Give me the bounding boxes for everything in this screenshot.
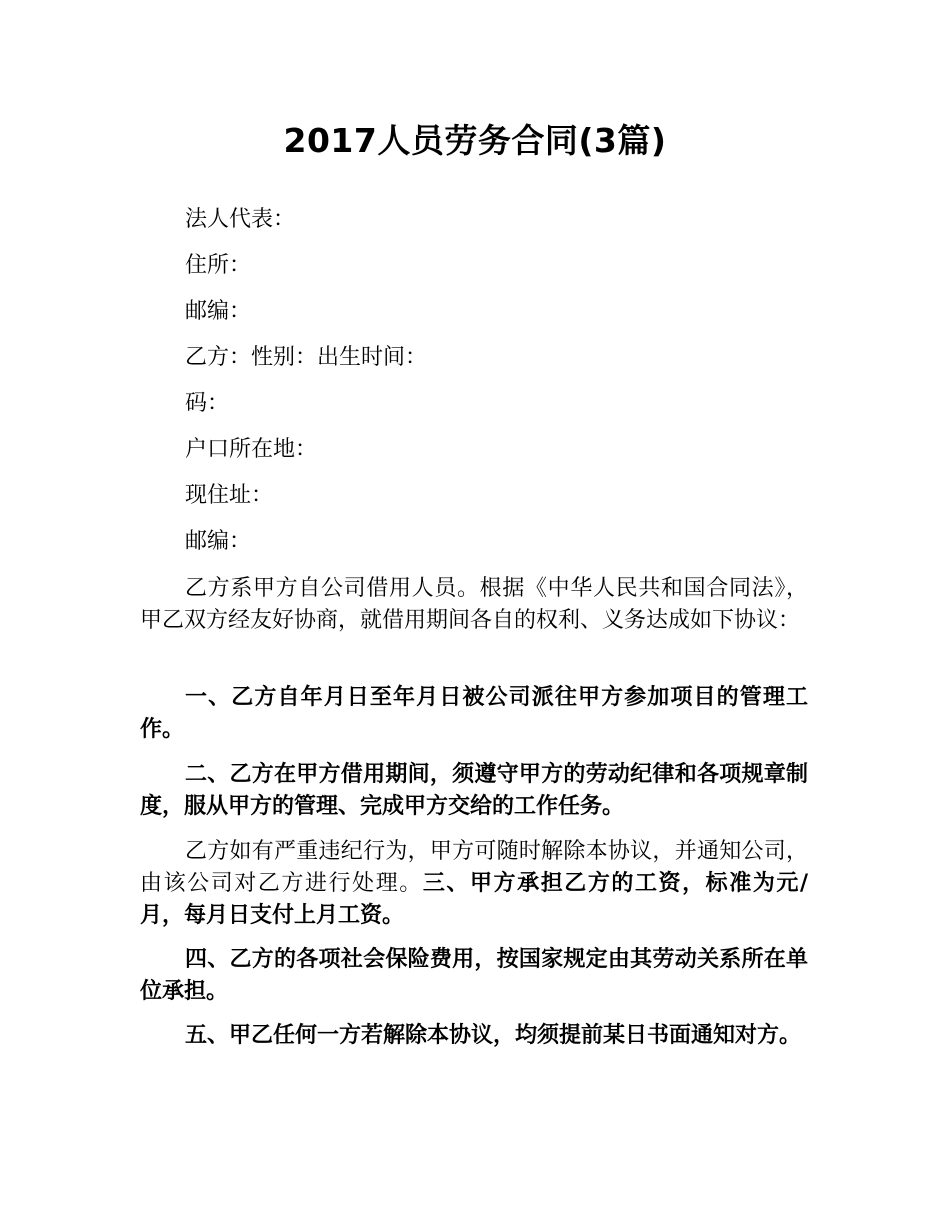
clause-2-note: 乙方如有严重违纪行为，甲方可随时解除本协议，并通知公司，由该公司对乙方进行处理。	[140, 839, 808, 896]
clause-3: 三、甲方承担乙方的工资，标准为元/月，每月日支付上月工资。	[140, 871, 808, 928]
document-title: 2017人员劳务合同(3篇)	[283, 121, 667, 160]
field-current-address: 现住址：	[185, 483, 274, 508]
clause-5: 五、甲乙任何一方若解除本协议，均须提前某日书面通知对方。	[185, 1023, 802, 1048]
field-postcode-2: 邮编：	[185, 529, 252, 554]
clause-1: 一、乙方自年月日至年月日被公司派往甲方参加项目的管理工作。	[140, 685, 808, 742]
field-code: 码：	[185, 391, 230, 416]
field-household-registration: 户口所在地：	[185, 437, 318, 462]
field-address: 住所：	[185, 253, 252, 278]
clause-2-note-and-clause-3	[140, 836, 808, 932]
clause-4: 四、乙方的各项社会保险费用，按国家规定由其劳动关系所在单位承担。	[140, 947, 808, 1004]
field-party-b: 乙方：性别：出生时间：	[185, 345, 428, 370]
intro-paragraph: 乙方系甲方自公司借用人员。根据《中华人民共和国合同法》，甲乙双方经友好协商，就借用期间各自的权利、义务达成如下协议：	[140, 576, 808, 633]
clause-2: 二、乙方在甲方借用期间，须遵守甲方的劳动纪律和各项规章制度，服从甲方的管理、完成甲方交给的工作任务。	[140, 762, 808, 819]
field-legal-representative: 法人代表：	[185, 207, 296, 232]
field-postcode: 邮编：	[185, 299, 252, 324]
